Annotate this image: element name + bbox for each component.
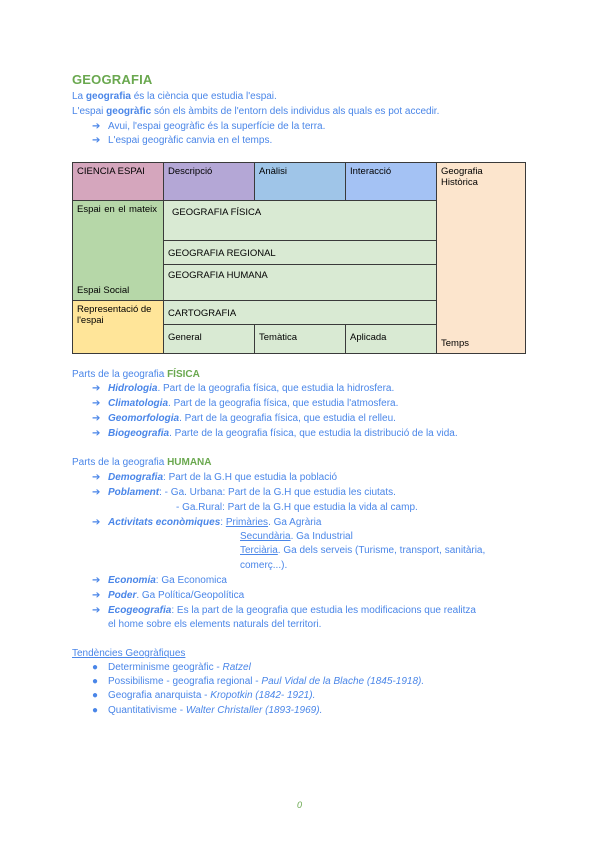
arrow-icon: ➔ (92, 590, 101, 601)
list-item-secundaria: Secundària. Ga Industrial (240, 531, 353, 542)
list-item: ● Quantitativisme - Walter Christaller (1893-1969). (92, 705, 323, 716)
intro-bullet: ➔ L'espai geogràfic canvia en el temps. (92, 135, 273, 146)
page-number: 0 (297, 800, 303, 810)
list-item: ➔ Biogeografia. Parte de la geografia física, que estudia la distribució de la vida. (92, 428, 458, 439)
intro-bullet: ➔ Avui, l'espai geogràfic és la superfície de la terra. (92, 121, 326, 132)
arrow-icon: ➔ (92, 121, 101, 132)
list-item: ● Geografia anarquista - Kropotkin (1842- 1921). (92, 690, 316, 701)
list-item: ➔ Hidrologia. Part de la geografia física, que estudia la hidrosfera. (92, 383, 395, 394)
cell-analisi: Anàlisi (254, 162, 346, 201)
list-item-ecogeografia: ➔ Ecogeografia: Es la part de la geografia que estudia les modificacions que realitza (92, 605, 476, 616)
cell-tematica: Temàtica (254, 324, 346, 354)
list-item-terciaria-cont: comerç...). (240, 560, 288, 571)
page-title: GEOGRAFIA (72, 72, 153, 87)
list-item: ➔ Climatologia. Part de la geografia física, que estudia l'atmosfera. (92, 398, 399, 409)
section-head-tendencies: Tendències Geogràfiques (72, 648, 186, 659)
list-item-activitats: ➔ Activitats econòmiques: Primàries. Ga Agrària (92, 517, 322, 528)
cell-geografia-fisica: GEOGRAFIA FÍSICA (163, 200, 437, 241)
arrow-icon: ➔ (92, 517, 101, 528)
list-item: ➔ Geomorfologia. Part de la geografia física, que estudia el relleu. (92, 413, 396, 424)
cell-representacio: Representació de l'espai (72, 300, 164, 354)
arrow-icon: ➔ (92, 575, 101, 586)
list-item-demografia: ➔ Demografia: Part de la G.H que estudia la població (92, 472, 338, 483)
cell-aplicada: Aplicada (345, 324, 437, 354)
temps-label: Temps (441, 338, 469, 349)
list-item-terciaria: Terciària. Ga dels serveis (Turisme, transport, sanitària, (240, 545, 486, 556)
bullet-icon: ● (92, 676, 99, 687)
cell-geografia-historica: Geografia Històrica Temps (436, 162, 526, 354)
section-head-humana: Parts de la geografia HUMANA (72, 457, 212, 468)
arrow-icon: ➔ (92, 428, 101, 439)
geography-table (72, 162, 526, 354)
cell-general: General (163, 324, 255, 354)
list-item-poder: ➔ Poder. Ga Política/Geopolítica (92, 590, 245, 601)
espai-social-label: Espai Social (77, 285, 130, 296)
cell-geografia-regional: GEOGRAFIA REGIONAL (163, 240, 437, 265)
arrow-icon: ➔ (92, 413, 101, 424)
list-item-economia: ➔ Economia: Ga Economica (92, 575, 227, 586)
arrow-icon: ➔ (92, 135, 101, 146)
cell-ciencia-espai: CIENCIA ESPAI (72, 162, 164, 201)
cell-interaccio: Interacció (345, 162, 437, 201)
arrow-icon: ➔ (92, 398, 101, 409)
arrow-icon: ➔ (92, 383, 101, 394)
cell-espai-mateix: Espai en el mateix Espai Social (72, 200, 164, 301)
cell-cartografia: CARTOGRAFIA (163, 300, 437, 325)
bullet-icon: ● (92, 690, 99, 701)
section-head-fisica: Parts de la geografia FÍSICA (72, 369, 200, 380)
bullet-icon: ● (92, 705, 99, 716)
bullet-icon: ● (92, 662, 99, 673)
arrow-icon: ➔ (92, 605, 101, 616)
cell-descripcio: Descripció (163, 162, 255, 201)
list-item-ecogeografia-cont: el home sobre els elements naturals del territori. (108, 619, 322, 630)
list-item-poblament: ➔ Poblament: - Ga. Urbana: Part de la G.H que estudia les ciutats. (92, 487, 396, 498)
intro-line-2: L'espai geogràfic són els àmbits de l'entorn dels individus als quals es pot accedir. (72, 106, 440, 117)
list-item: ● Determinisme geogràfic - Ratzel (92, 662, 251, 673)
list-item-poblament-rural: - Ga.Rural: Part de la G.H que estudia la vida al camp. (176, 502, 418, 513)
cell-geografia-humana: GEOGRAFIA HUMANA (163, 264, 437, 301)
arrow-icon: ➔ (92, 487, 101, 498)
intro-line-1: La geografia és la ciència que estudia l'espai. (72, 91, 277, 102)
arrow-icon: ➔ (92, 472, 101, 483)
list-item: ● Possibilisme - geografia regional - Paul Vidal de la Blache (1845-1918). (92, 676, 425, 687)
